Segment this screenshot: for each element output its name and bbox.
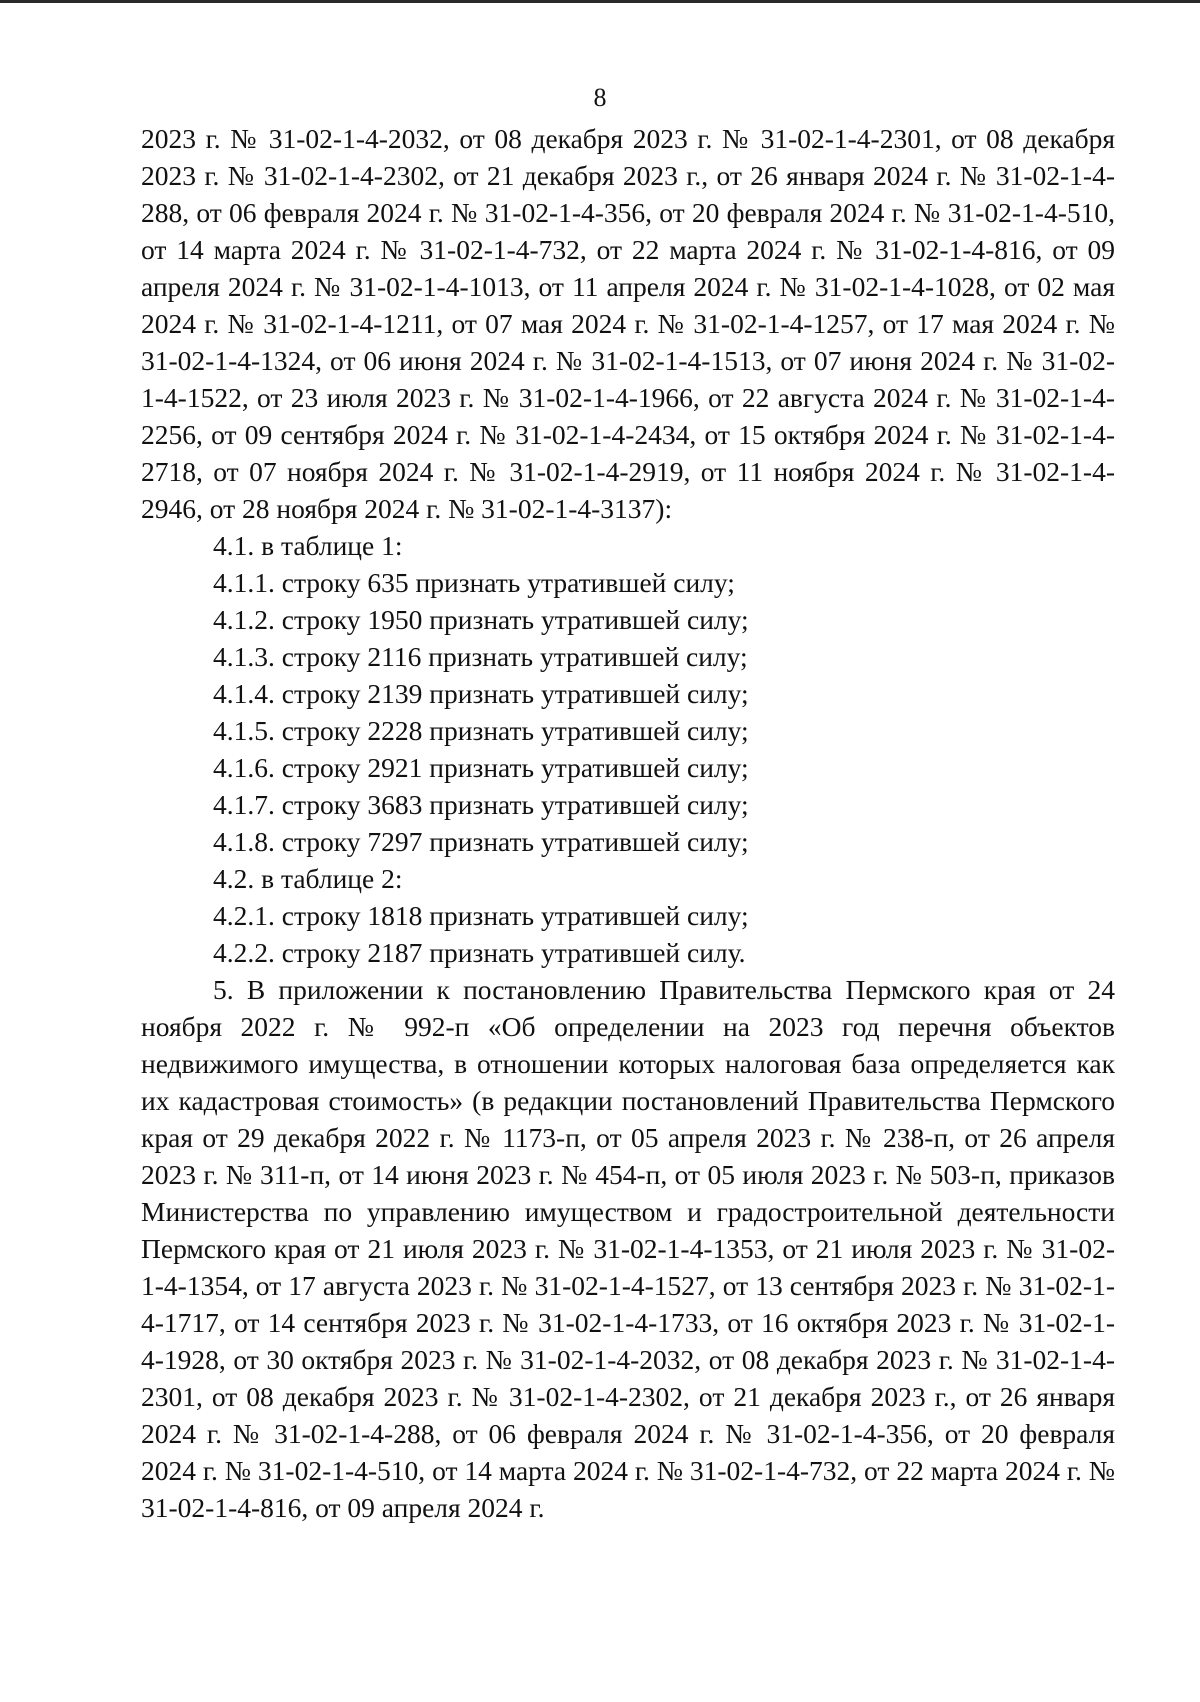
list-item-4-1-8: 4.1.8. строку 7297 признать утратившей силу; [213, 826, 749, 857]
list-item-4-2-1: 4.2.1. строку 1818 признать утратившей силу; [213, 900, 749, 931]
list-item-4-1-2: 4.1.2. строку 1950 признать утратившей силу; [213, 604, 749, 635]
list-item-4-1: 4.1. в таблице 1: [213, 530, 403, 561]
document-body [141, 120, 1115, 1526]
page-number: 8 [593, 83, 607, 112]
top-border-line [0, 0, 1200, 3]
list-item-4-2: 4.2. в таблице 2: [213, 863, 403, 894]
list-item-4-1-7: 4.1.7. строку 3683 признать утратившей силу; [213, 789, 749, 820]
paragraph-5: 5. В приложении к постановлению Правительства Пермского края от 24 ноября 2022 г. № 992-п «Об определении на 2023 год перечня объектов недвижимого имущества, в отношении которых налоговая база определяется как их кадастровая стоимость» (в редакции постановлений Правительства Пермского края от 29 декабря 2022 г. № 1173-п, от 05 апреля 2023 г. № 238-п, от 26 апреля 2023 г. № 311-п, от 14 июня 2023 г. № 454-п, от 05 июля 2023 г. № 503-п, приказов Министерства по управлению имуществом и градостроительной деятельности Пермского края от 21 июля 2023 г. № 31-02-1-4-1353, от 21 июля 2023 г. № 31-02-1-4-1354, от 17 августа 2023 г. № 31-02-1-4-1527, от 13 сентября 2023 г. № 31-02-1-4-1717, от 14 сентября 2023 г. № 31-02-1-4-1733, от 16 октября 2023 г. № 31-02-1-4-1928, от 30 октября 2023 г. № 31-02-1-4-2032, от 08 декабря 2023 г. № 31-02-1-4-2301, от 08 декабря 2023 г. № 31-02-1-4-2302, от 21 декабря 2023 г., от 26 января 2024 г. № 31-02-1-4-288, от 06 февраля 2024 г. № 31-02-1-4-356, от 20 февраля 2024 г. № 31-02-1-4-510, от 14 марта 2024 г. № 31-02-1-4-732, от 22 марта 2024 г. № 31-02-1-4-816, от 09 апреля 2024 г. [141, 974, 1115, 1523]
list-item-4-1-6: 4.1.6. строку 2921 признать утратившей силу; [213, 752, 749, 783]
list-item-4-1-3: 4.1.3. строку 2116 признать утратившей силу; [213, 641, 748, 672]
list-item-4-1-1: 4.1.1. строку 635 признать утратившей силу; [213, 567, 735, 598]
paragraph-continuation: 2023 г. № 31-02-1-4-2032, от 08 декабря 2023 г. № 31-02-1-4-2301, от 08 декабря 2023 г. № 31-02-1-4-2302, от 21 декабря 2023 г., от 26 января 2024 г. № 31-02-1-4-288, от 06 февраля 2024 г. № 31-02-1-4-356, от 20 февраля 2024 г. № 31-02-1-4-510, от 14 марта 2024 г. № 31-02-1-4-732, от 22 марта 2024 г. № 31-02-1-4-816, от 09 апреля 2024 г. № 31-02-1-4-1013, от 11 апреля 2024 г. № 31-02-1-4-1028, от 02 мая 2024 г. № 31-02-1-4-1211, от 07 мая 2024 г. № 31-02-1-4-1257, от 17 мая 2024 г. № 31-02-1-4-1324, от 06 июня 2024 г. № 31-02-1-4-1513, от 07 июня 2024 г. № 31-02-1-4-1522, от 23 июля 2023 г. № 31-02-1-4-1966, от 22 августа 2024 г. № 31-02-1-4-2256, от 09 сентября 2024 г. № 31-02-1-4-2434, от 15 октября 2024 г. № 31-02-1-4-2718, от 07 ноября 2024 г. № 31-02-1-4-2919, от 11 ноября 2024 г. № 31-02-1-4-2946, от 28 ноября 2024 г. № 31-02-1-4-3137): [141, 123, 1115, 524]
list-item-4-2-2: 4.2.2. строку 2187 признать утратившей силу. [213, 937, 746, 968]
list-item-4-1-5: 4.1.5. строку 2228 признать утратившей силу; [213, 715, 749, 746]
list-item-4-1-4: 4.1.4. строку 2139 признать утратившей силу; [213, 678, 749, 709]
